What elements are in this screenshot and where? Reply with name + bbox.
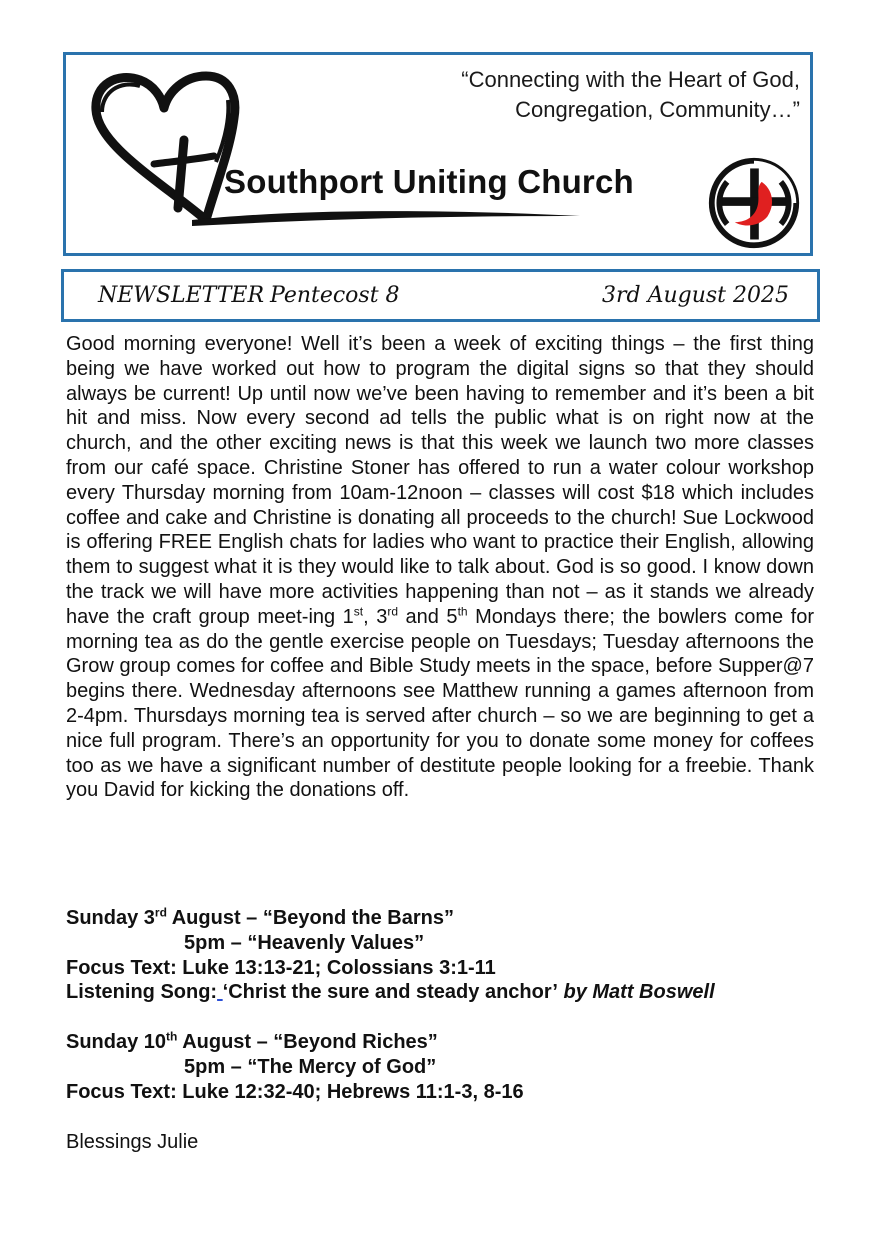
body-sep-2: and 5 bbox=[398, 605, 458, 628]
service-2-theme: August – “Beyond Riches” bbox=[177, 1030, 438, 1053]
newsletter-title: NEWSLETTER bbox=[98, 283, 265, 308]
tagline-line-2: Congregation, Community…” bbox=[515, 97, 800, 122]
body-sep-1: , 3 bbox=[363, 605, 388, 628]
service-2-focus-text: Focus Text: Luke 12:32-40; Hebrews 11:1-3, 8-16 bbox=[66, 1080, 524, 1103]
service-1-morning bbox=[66, 906, 826, 931]
service-1-day-sup: rd bbox=[154, 905, 167, 920]
church-name: Southport Uniting Church bbox=[224, 163, 634, 200]
body-part-2: Mondays there; the bowlers come for morning tea as do the gentle exercise people on Tuesdays; Tuesday afternoons the Grow group comes for coffee and Bible Study meets in the space, before Supper@7 begins there. Wednesday afternoons see Matthew running a games afternoon from 2-4pm. Thursdays morning tea is served after church – so we are beginning to get a nice full program. There’s an opportunity for you to donate some money for coffees too as we have a significant number of destitute people looking for a freebie. Thank you David for kicking the donations off. bbox=[66, 605, 814, 802]
signoff: Blessings Julie bbox=[66, 1131, 199, 1153]
body-sup-2: rd bbox=[387, 604, 399, 619]
newsletter-body bbox=[66, 332, 814, 803]
song-artist: by Matt Boswell bbox=[557, 981, 715, 1004]
newsletter-date: 3rd August 2025 bbox=[601, 283, 789, 308]
service-2-evening: 5pm – “The Mercy of God” bbox=[184, 1055, 437, 1078]
body-sup-1: st bbox=[353, 604, 364, 619]
song-title: ‘Christ the sure and steady anchor’ bbox=[222, 981, 558, 1004]
service-list bbox=[66, 906, 826, 1104]
header-box bbox=[63, 52, 813, 256]
service-2-morning bbox=[66, 1030, 826, 1055]
service-1-day: Sunday 3 bbox=[66, 907, 155, 929]
body-sup-3: th bbox=[457, 604, 468, 619]
song-label: Listening Song: bbox=[66, 981, 218, 1004]
body-part-1: Good morning everyone! Well it’s been a week of exciting things – the first thing being we have worked out how to program the digital signs so that they should always be current! Up until now we’ve been having to remember and it’s been a bit hit and miss. Now every second ad tells the public what is on right now at the church, and the other exciting news is that this week we launch two more classes from our café space. Christine Stoner has offered to run a water colour workshop every Thursday morning from 10am-12noon – classes will cost $18 which includes coffee and cake and Christine is donating all proceeds to the church! Sue Lockwood is offering FREE English chats for ladies who want to practice their English, allowing them to suggest what it is they would like to talk about. God is so good. I know down the track we will have more activities happening than not – as it stands we already have the craft group meet-ing 1 bbox=[66, 333, 814, 628]
tagline-line-1: “Connecting with the Heart of God, bbox=[461, 67, 800, 92]
tagline bbox=[461, 65, 800, 125]
newsletter-issue: Pentecost 8 bbox=[270, 283, 400, 308]
service-1-theme: August – “Beyond the Barns” bbox=[166, 907, 454, 929]
service-2-day: Sunday 10 bbox=[66, 1030, 167, 1053]
service-1-evening: 5pm – “Heavenly Values” bbox=[184, 931, 425, 954]
service-1-song bbox=[66, 980, 826, 1005]
spacer bbox=[66, 1005, 826, 1030]
newsletter-banner bbox=[61, 269, 820, 322]
uniting-church-logo-icon bbox=[706, 155, 802, 251]
service-1-focus-text: Focus Text: Luke 13:13-21; Colossians 3:1-11 bbox=[66, 956, 496, 979]
service-2-day-sup: th bbox=[166, 1029, 178, 1044]
